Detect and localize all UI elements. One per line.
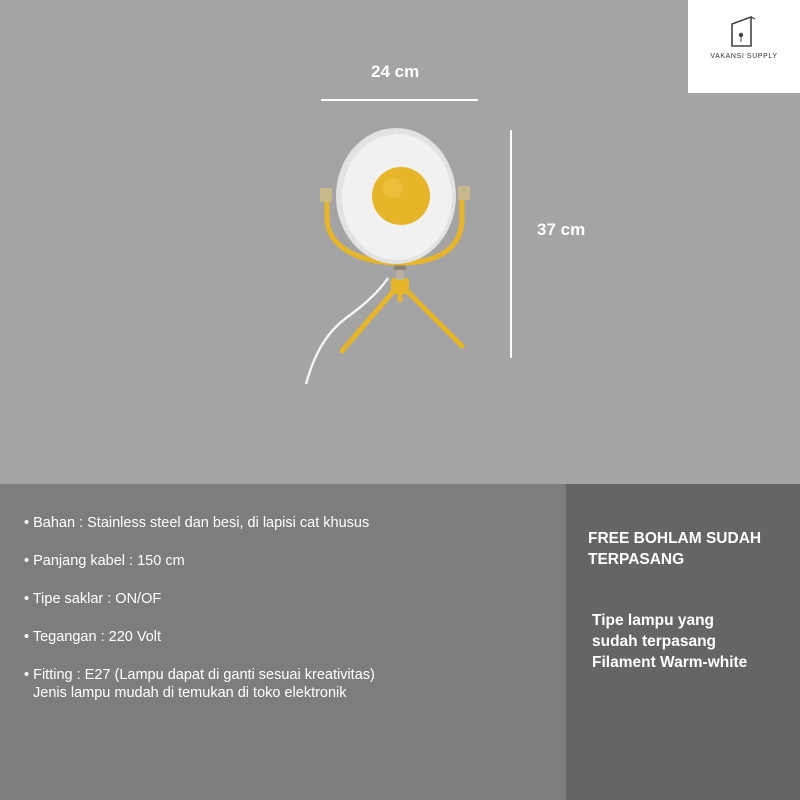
width-dimension-line <box>321 99 478 101</box>
bulb-type-description: Tipe lampu yang sudah terpasang Filament Warm-white <box>592 612 748 671</box>
house-tree-icon <box>729 14 759 48</box>
free-bulb-title: FREE BOHLAM SUDAH TERPASANG <box>588 530 762 568</box>
width-dimension-label: 24 cm <box>371 62 420 81</box>
brand-logo <box>688 0 800 93</box>
spec-list-panel <box>0 484 566 800</box>
height-dimension-label: 37 cm <box>537 220 586 239</box>
brand-logo-text: VAKANSI SUPPLY <box>710 53 778 60</box>
spec-list <box>24 514 375 722</box>
spec-item-switch-type: • Tipe saklar : ON/OF <box>24 591 162 607</box>
spec-item-fitting-note: Jenis lampu mudah di temukan di toko elektronik <box>33 685 347 701</box>
bulb-info-panel <box>566 484 800 800</box>
spec-item-material: • Bahan : Stainless steel dan besi, di lapisi cat khusus <box>24 515 370 531</box>
spec-item-cable-length: • Panjang kabel : 150 cm <box>24 553 185 569</box>
spec-item-fitting: • Fitting : E27 (Lampu dapat di ganti sesuai kreativitas) Jenis lampu mudah di temukan di toko elektronik <box>24 667 375 701</box>
spec-item-voltage: • Tegangan : 220 Volt <box>24 629 162 645</box>
height-dimension-line <box>510 130 512 358</box>
tripod-spotlight-lamp-icon <box>290 118 490 388</box>
